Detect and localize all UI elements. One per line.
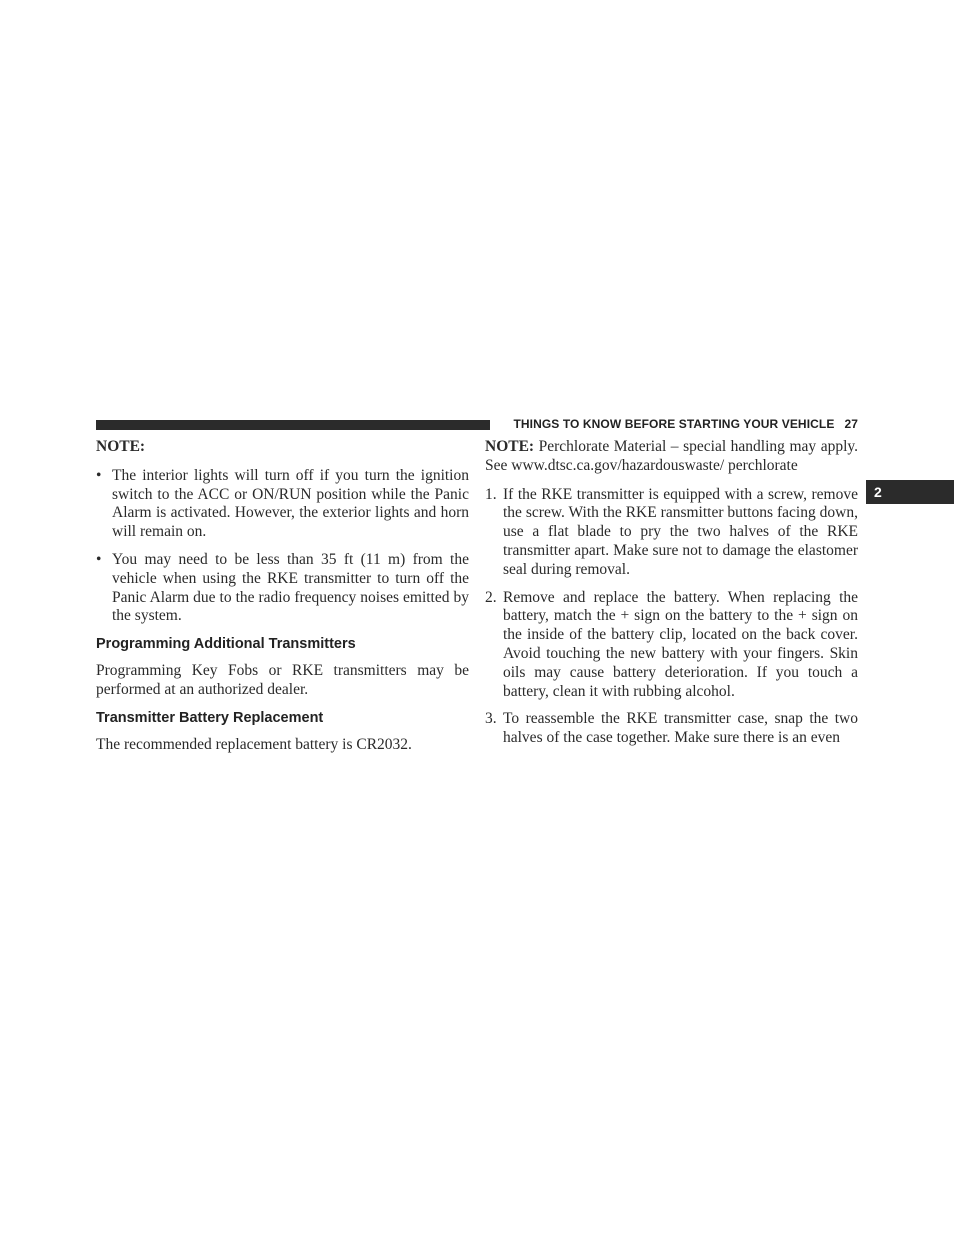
chapter-number: 2 <box>874 484 882 500</box>
heading-battery: Transmitter Battery Replacement <box>96 709 324 726</box>
step-text: To reassemble the RKE transmitter case, snap the two halves of the case together. Make sure there is an even <box>503 710 858 747</box>
left-column <box>96 438 469 755</box>
list-item <box>96 551 469 626</box>
list-item <box>96 467 469 542</box>
list-item <box>485 589 858 702</box>
list-item <box>485 486 858 580</box>
header-rule <box>96 420 490 430</box>
step-number: 3. <box>485 710 497 728</box>
programming-paragraph: Programming Key Fobs or RKE transmitters may be performed at an authorized dealer. <box>96 662 469 698</box>
steps-list <box>485 486 858 748</box>
note-label: NOTE: <box>96 438 146 455</box>
step-number: 2. <box>485 588 497 606</box>
step-number: 1. <box>485 485 497 503</box>
bullet-icon: • <box>96 550 102 568</box>
chapter-tab <box>866 480 954 504</box>
list-item <box>485 710 858 748</box>
running-header <box>497 417 858 433</box>
section-title: THINGS TO KNOW BEFORE STARTING YOUR VEHICLE <box>513 417 835 431</box>
step-text: If the RKE transmitter is equipped with a screw, remove the screw. With the RKE ransmitter buttons facing down, use a flat blade to pry the two halves of the RKE transmitter apart. Make sure not to damage the elastomer seal during removal. <box>503 485 858 578</box>
bullet-text: You may need to be less than 35 ft (11 m) from the vehicle when using the RKE transmitter to turn off the Panic Alarm due to the radio frequency noises emitted by the system. <box>112 550 469 625</box>
heading-programming: Programming Additional Transmitters <box>96 636 356 653</box>
note-label: NOTE: <box>485 438 535 455</box>
battery-paragraph: The recommended replacement battery is CR2032. <box>96 735 412 753</box>
note-text: Perchlorate Material – special handling may apply. See www.dtsc.ca.gov/hazardouswaste/ perchlorate <box>485 438 858 474</box>
step-text: Remove and replace the battery. When replacing the battery, match the + sign on the battery to the + sign on the inside of the battery clip, located on the back cover. Avoid touching the new battery with your fingers. Skin oils may cause battery deterioration. If you touch a battery, clean it with rubbing alcohol. <box>503 588 858 700</box>
note-paragraph <box>485 438 858 476</box>
note-bullet-list <box>96 467 469 626</box>
page-number: 27 <box>844 417 858 431</box>
bullet-icon: • <box>96 466 102 484</box>
right-column <box>485 438 858 757</box>
bullet-text: The interior lights will turn off if you turn the ignition switch to the ACC or ON/RUN position while the Panic Alarm is activated. However, the exterior lights and horn will remain on. <box>112 466 469 541</box>
